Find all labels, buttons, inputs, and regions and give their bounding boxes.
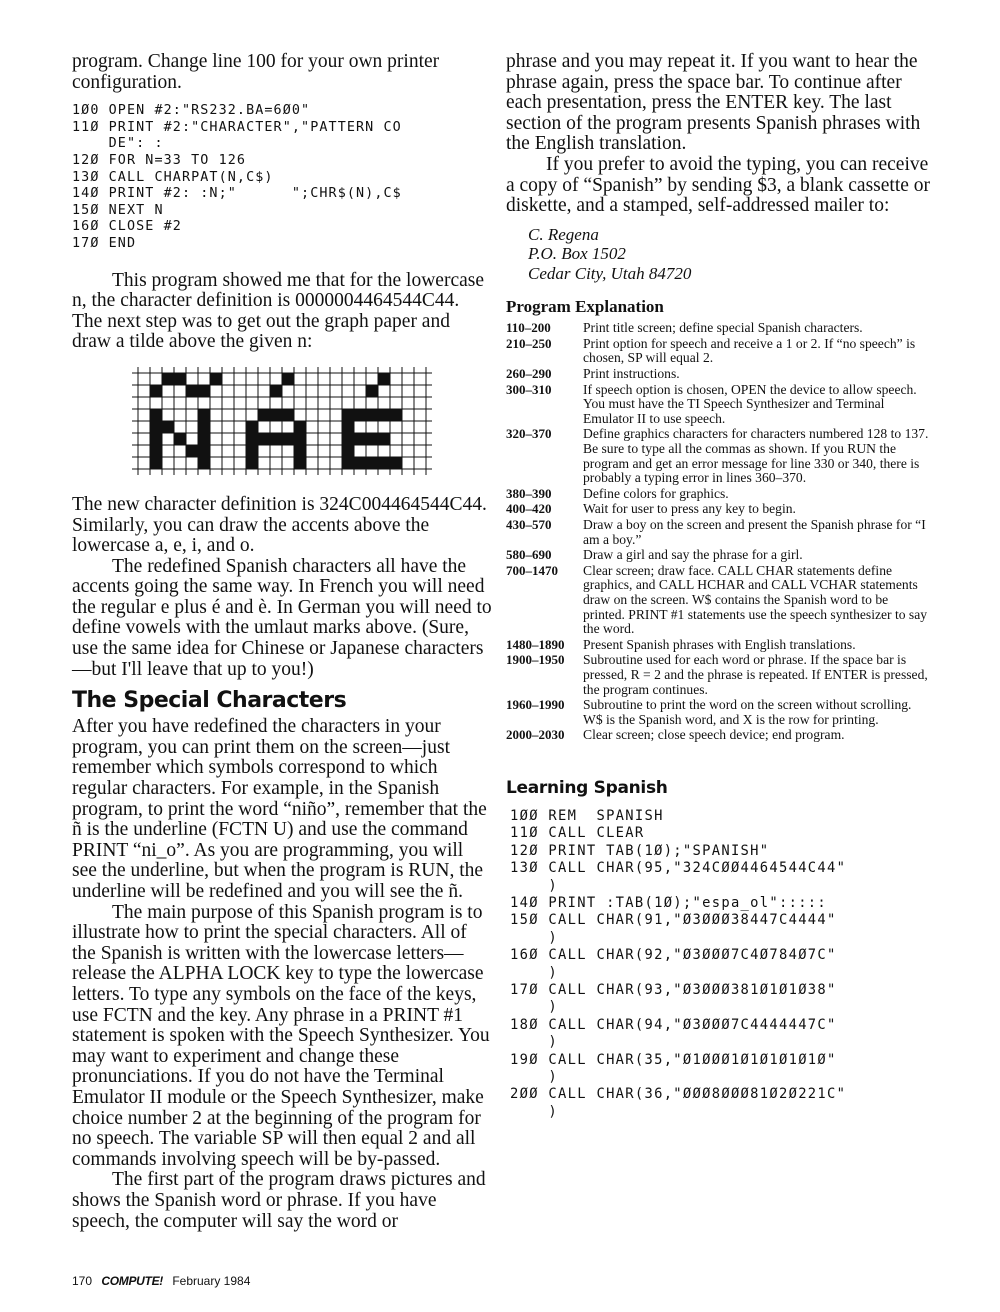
page-footer (72, 1274, 250, 1288)
code-line: ) (510, 1068, 559, 1085)
code-line: 13Ø CALL CHAR(95,"324CØØ4464544C44" (510, 860, 847, 877)
code-line: 14Ø PRINT #2: :N;" ";CHR$(N),C$ (72, 186, 402, 202)
filled-pixel (246, 421, 258, 433)
line-description: Clear screen; close speech device; end program. (583, 727, 845, 743)
line-description: Define colors for graphics. (583, 485, 729, 501)
code-line: 14Ø PRINT :TAB(1Ø);"espa_ol"::::: (510, 894, 828, 911)
line-range: 260–290 (506, 366, 552, 382)
line-range: 320–370 (506, 426, 552, 442)
paragraph-repeat-phrase: phrase and you may repeat it. If you want to hear the phrase again, press the space bar. To continue after each presentation, press the ENTER key. The last section of the program presents Spanish phrases with the English translation. (506, 51, 921, 155)
code-line: 19Ø CALL CHAR(35,"Ø1ØØØ1Ø1Ø1Ø1Ø1Ø" (510, 1051, 837, 1068)
code-line: ) (510, 999, 559, 1016)
filled-pixel (150, 457, 162, 469)
paragraph-first-part: The first part of the program draws pictures and shows the Spanish word or phrase. If you have speech, the computer will say the word or (72, 1169, 486, 1232)
filled-pixel (258, 409, 270, 421)
code-line: 18Ø CALL CHAR(94,"Ø3ØØØ7C4444447C" (510, 1016, 837, 1033)
explanation-row (506, 518, 930, 548)
filled-pixel (294, 421, 306, 433)
mailing-address (528, 225, 930, 284)
code-line: 12Ø PRINT TAB(1Ø);"SPANISH" (510, 842, 770, 859)
filled-pixel (366, 409, 378, 421)
explanation-row (506, 367, 930, 383)
filled-pixel (150, 409, 162, 421)
filled-pixel (282, 409, 294, 421)
filled-pixel (174, 373, 186, 385)
line-range: 1900–1950 (506, 652, 565, 668)
filled-pixel (270, 433, 282, 445)
filled-pixel (198, 385, 210, 397)
filled-pixel (246, 433, 258, 445)
address-line: Cedar City, Utah 84720 (528, 263, 692, 283)
filled-pixel (150, 445, 162, 457)
filled-pixel (378, 409, 390, 421)
code-line: 13Ø CALL CHARPAT(N,C$) (72, 169, 274, 185)
line-range: 400–420 (506, 501, 552, 517)
paragraph-lowercase-n: This program showed me that for the lowercase n, the character definition is 0000004464544C44. The next step was to get out the graph paper and draw a tilde above the given n: (72, 269, 485, 353)
filled-pixel (294, 445, 306, 457)
line-description: Wait for user to press any key to begin. (583, 501, 796, 517)
filled-pixel (270, 385, 282, 397)
paragraph-special-characters: After you have redefined the characters in your program, you can print them on the screen—just remember which symbols correspond to which regular characters. For example, in the Spanish program, to print the word “niño”, remember that the ñ is the underline (FCTN U) and use the command PRINT “ni_o”. As you are programming, you will see the underline, but when the program is RUN, the underline will be redefined and you will see the ñ. (72, 716, 487, 902)
filled-pixel (186, 385, 198, 397)
paragraph-new-definition: The new character definition is 324C004464544C44. Similarly, you can draw the accents above the lowercase a, e, i, and o. (72, 493, 487, 557)
line-description: Subroutine to print the word on the screen without scrolling. W$ is the Spanish word, and X is the row for printing. (583, 697, 912, 727)
filled-pixel (198, 457, 210, 469)
code-line: ) (510, 877, 559, 894)
filled-pixel (270, 409, 282, 421)
code-line: 17Ø END (72, 235, 137, 251)
filled-pixel (366, 385, 378, 397)
filled-pixel (354, 457, 366, 469)
filled-pixel (162, 421, 174, 433)
filled-pixel (150, 421, 162, 433)
code-line: ) (510, 1034, 559, 1051)
code-line: 16Ø CLOSE #2 (72, 219, 182, 235)
filled-pixel (390, 457, 402, 469)
code-line: 16Ø CALL CHAR(92,"Ø3ØØØ7C4Ø784Ø7C" (510, 947, 837, 964)
filled-pixel (354, 433, 366, 445)
line-description: Define graphics characters for characters numbered 128 to 137. Be sure to type all the commas as shown. If you RUN the program and get an error message for line 330 or 340, there is probably a typing error in lines 360–370. (583, 426, 929, 486)
explanation-row (506, 728, 930, 744)
filled-pixel (198, 445, 210, 457)
left-column (72, 52, 492, 1232)
filled-pixel (378, 373, 390, 385)
code-line: 15Ø CALL CHAR(91,"Ø3ØØØ38447C4444" (510, 912, 837, 929)
right-column (506, 52, 930, 1121)
explanation-row (506, 653, 930, 698)
filled-pixel (282, 373, 294, 385)
explanation-row (506, 383, 930, 428)
code-line: 1ØØ REM SPANISH (510, 807, 664, 824)
explanation-row (506, 337, 930, 367)
code-line: 17Ø CALL CHAR(93,"Ø3ØØØ381Ø1Ø1Ø38" (510, 981, 837, 998)
code-line: 11Ø PRINT #2:"CHARACTER","PATTERN CO (72, 119, 402, 135)
printer-program-listing (72, 103, 492, 252)
line-range: 430–570 (506, 516, 552, 532)
code-line: 12Ø FOR N=33 TO 126 (72, 152, 247, 168)
line-description: Draw a boy on the screen and present the Spanish phrase for “I am a boy.” (583, 516, 926, 547)
line-range: 1480–1890 (506, 636, 565, 652)
spanish-program-listing (510, 808, 930, 1121)
line-description: Subroutine used for each word or phrase. If the space bar is pressed, R = 2 and the phrase is repeated. If ENTER is pressed, the program continues. (583, 652, 928, 697)
code-line: 1Ø0 OPEN #2:"RS232.BA=6Ø0" (72, 103, 311, 119)
explanation-row (506, 548, 930, 564)
line-description: If speech option is chosen, OPEN the device to allow speech. You must have the TI Speech Synthesizer and Terminal Emulator II to use speech. (583, 381, 917, 426)
explanation-row (506, 502, 930, 518)
code-line: ) (510, 964, 559, 981)
program-explanation-heading: Program Explanation (506, 297, 664, 317)
filled-pixel (342, 457, 354, 469)
address-line: P.O. Box 1502 (528, 244, 626, 264)
filled-pixel (354, 409, 366, 421)
filled-pixel (162, 373, 174, 385)
page-number: 170 (72, 1274, 93, 1288)
code-line: 11Ø CALL CLEAR (510, 825, 645, 842)
line-range: 300–310 (506, 381, 552, 397)
line-range: 210–250 (506, 335, 552, 351)
filled-pixel (342, 421, 354, 433)
filled-pixel (246, 457, 258, 469)
filled-pixel (378, 433, 390, 445)
line-range: 380–390 (506, 485, 552, 501)
filled-pixel (150, 433, 162, 445)
filled-pixel (246, 445, 258, 457)
filled-pixel (342, 433, 354, 445)
filled-pixel (210, 373, 222, 385)
filled-pixel (390, 409, 402, 421)
intro-paragraph: program. Change line 100 for your own printer configuration. (72, 51, 440, 93)
listing-heading: Learning Spanish (506, 777, 668, 798)
filled-pixel (150, 385, 162, 397)
filled-pixel (342, 409, 354, 421)
paragraph-main-purpose: The main purpose of this Spanish program is to illustrate how to print the special characters. All of the Spanish is written with the lowercase letters—release the ALPHA LOCK key to type the lowercase letters. To type any symbols on the face of the keys, use FCTN and the key. Any phrase in a PRINT #1 statement is spoken with the Speech Synthesizer. You may want to experiment and change these pronunciations. If you do not have the Terminal Emulator II module or the Speech Synthesizer, make choice number 2 at the beginning of the program for no speech. The variable SP will then equal 2 and all commands involving speech will be by-passed. (72, 901, 490, 1170)
line-range: 1960–1990 (506, 697, 565, 713)
filled-pixel (282, 433, 294, 445)
filled-pixel (258, 433, 270, 445)
explanation-row (506, 698, 930, 728)
explanation-row (506, 321, 930, 337)
issue-date: February 1984 (172, 1274, 251, 1288)
filled-pixel (198, 409, 210, 421)
paragraph-accents: The redefined Spanish characters all have the accents going the same way. In French you will need the regular e plus é and è. In German you will need to define vowels with the umlaut marks above. (Sure, use the same idea for Chinese or Japanese characters—but I'll leave that up to you!) (72, 555, 492, 680)
code-line: ) (510, 1103, 559, 1120)
magazine-name: COMPUTE! (101, 1274, 163, 1288)
code-line: 2ØØ CALL CHAR(36,"ØØØ8ØØØ81Ø2Ø221C" (510, 1086, 847, 1103)
explanation-row (506, 487, 930, 503)
line-range: 110–200 (506, 320, 551, 336)
filled-pixel (366, 433, 378, 445)
filled-pixel (198, 421, 210, 433)
line-description: Print option for speech and receive a 1 or 2. If “no speech” is chosen, SP will equal 2. (583, 335, 916, 366)
filled-pixel (186, 445, 198, 457)
filled-pixel (366, 457, 378, 469)
line-description: Clear screen; draw face. CALL CHAR statements define graphics, and CALL HCHAR and CALL VCHAR statements draw on the screen. W$ contains the Spanish word to be printed. PRINT #1 statements use the speech synthesizer to say the word. (583, 562, 928, 637)
filled-pixel (378, 457, 390, 469)
character-grid-diagram (132, 365, 432, 485)
paragraph-copy-offer: If you prefer to avoid the typing, you can receive a copy of “Spanish” by sending $3, a blank cassette or diskette, and a stamped, self-addressed mailer to: (506, 153, 931, 217)
filled-pixel (294, 433, 306, 445)
line-description: Print instructions. (583, 366, 680, 382)
line-description: Draw a girl and say the phrase for a girl. (583, 547, 803, 563)
line-range: 580–690 (506, 547, 552, 563)
address-line: C. Regena (528, 224, 599, 244)
line-description: Present Spanish phrases with English translations. (583, 636, 856, 652)
explanation-row (506, 427, 930, 486)
code-line: ) (510, 929, 559, 946)
filled-pixel (174, 433, 186, 445)
code-line: DE": : (72, 136, 164, 152)
program-explanation-table (506, 321, 930, 744)
code-line: 15Ø NEXT N (72, 202, 164, 218)
line-description: Print title screen; define special Spanish characters. (583, 320, 863, 336)
line-range: 700–1470 (506, 562, 558, 578)
section-heading: The Special Characters (72, 688, 347, 714)
explanation-row (506, 564, 930, 638)
filled-pixel (198, 433, 210, 445)
filled-pixel (294, 457, 306, 469)
explanation-row (506, 638, 930, 654)
line-range: 2000–2030 (506, 727, 565, 743)
filled-pixel (342, 445, 354, 457)
